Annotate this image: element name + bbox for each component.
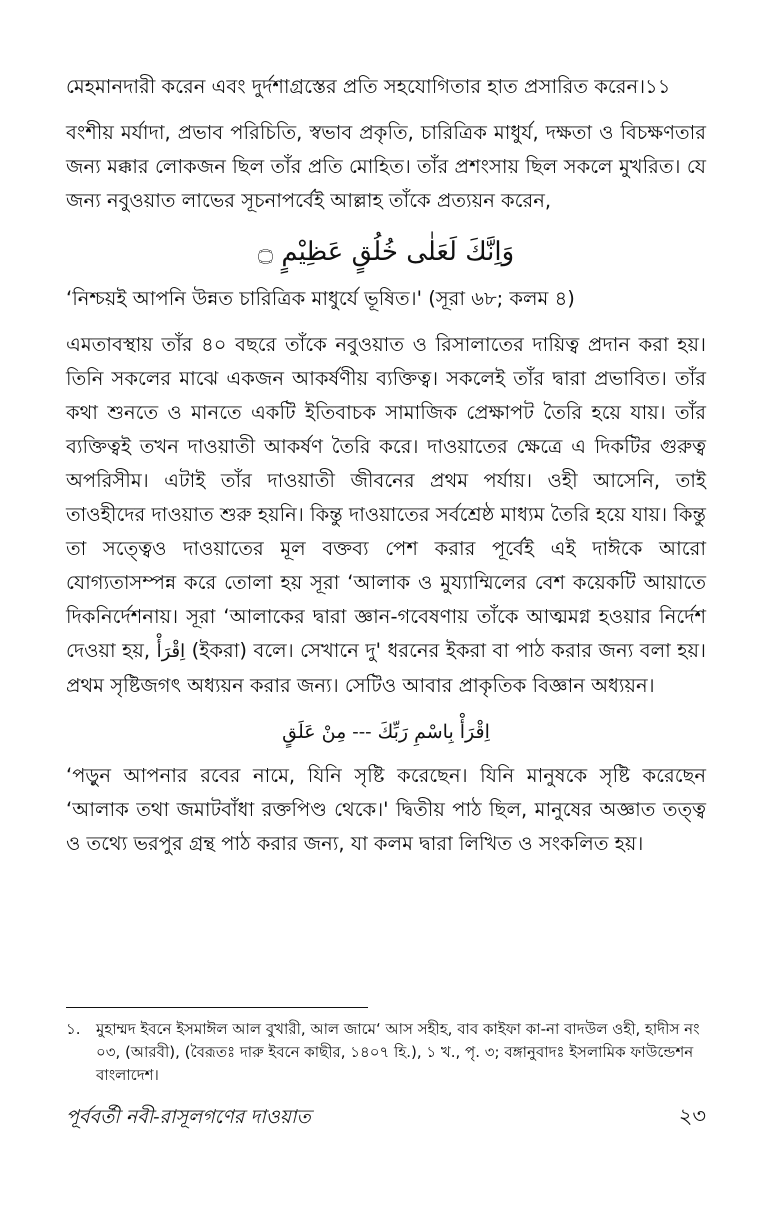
footnote bbox=[66, 1018, 706, 1087]
paragraph-3 bbox=[66, 328, 706, 703]
page-number: ২৩ bbox=[678, 1104, 706, 1128]
arabic-verse-2: اِقْرَأْ بِاسْمِ رَبِّكَ --- مِنْ عَلَقٍ bbox=[282, 721, 490, 743]
footnote-text: মুহাম্মদ ইবনে ইসমাঈল আল বুখারী, আল জামে‘ আস সহীহ, বাব কাইফা কা-না বাদউল ওহী, হাদীস নং ০৩, (আরবী), (বৈরূতঃ দারু ইবনে কাছীর, ১৪০৭ হি.), ১ খ., পৃ. ৩; বঙ্গানুবাদঃ ইসলামিক ফাউন্ডেশন বাংলাদেশ। bbox=[96, 1020, 700, 1084]
footnote-number: ১. bbox=[66, 1020, 81, 1038]
running-title: পূর্ববর্তী নবী-রাসূলগণের দাওয়াত bbox=[66, 1106, 311, 1128]
arabic-verse: وَاِنَّكَ لَعَلٰى خُلُقٍ عَظِيْمٍ ۝ bbox=[257, 237, 515, 267]
main-text bbox=[66, 70, 706, 873]
paragraph-4: ‘পড়ুন আপনার রবের নামে, যিনি সৃষ্টি করেছেন। যিনি মানুষকে সৃষ্টি করেছেন ‘আলাক তথা জমাটবাঁধা রক্তপিণ্ড থেকে।' দ্বিতীয় পাঠ ছিল, মানুষের অজ্ঞাত তত্ত্ব ও তথ্যে ভরপুর গ্রন্থ পাঠ করার জন্য, যা কলম দ্বারা লিখিত ও সংকলিত হয়। bbox=[66, 764, 706, 855]
paragraph-2: বংশীয় মর্যাদা, প্রভাব পরিচিতি, স্বভাব প্রকৃতি, চারিত্রিক মাধুর্য, দক্ষতা ও বিচক্ষণতার জন্য মক্কার লোকজন ছিল তাঁর প্রতি মোহিত। তাঁর প্রশংসায় ছিল সকলে মুখরিত। যে জন্য নবুওয়াত লাভের সূচনাপর্বেই আল্লাহ তাঁকে প্রত্যয়ন করেন, bbox=[66, 121, 706, 212]
page-footer bbox=[66, 1100, 706, 1135]
inline-arabic-iqra: اِقْرَأْ bbox=[156, 641, 186, 662]
verse-translation: ‘নিশ্চয়ই আপনি উন্নত চারিত্রিক মাধুর্যে ভূষিত।' (সূরা ৬৮; কলম ৪) bbox=[66, 287, 575, 310]
footnote-divider bbox=[66, 1007, 368, 1008]
paragraph-3-text-b: (ইকরা) বলে। সেখানে দু' ধরনের ইকরা বা পাঠ করার জন্য বলা হয়। প্রথম সৃষ্টিজগৎ অধ্যয়ন করার জন্য। সেটিও আবার প্রাকৃতিক বিজ্ঞান অধ্যয়ন। bbox=[66, 639, 707, 697]
paragraph-3-text-a: এমতাবস্থায় তাঁর ৪০ বছরে তাঁকে নবুওয়াত ও রিসালাতের দায়িত্ব প্রদান করা হয়। তিনি সকলের মাঝে একজন আকর্ষণীয় ব্যক্তিত্ব। সকলেই তাঁর দ্বারা প্রভাবিত। তাঁর কথা শুনতে ও মানতে একটি ইতিবাচক সামাজিক প্রেক্ষাপট তৈরি হয়ে যায়। তাঁর ব্যক্তিত্বই তখন দাওয়াতী আকর্ষণ তৈরি করে। দাওয়াতের ক্ষেত্রে এ দিকটির গুরুত্ব অপরিসীম। এটাই তাঁর দাওয়াতী জীবনের প্রথম পর্যায়। ওহী আসেনি, তাই তাওহীদের দাওয়াত শুরু হয়নি। কিন্তু দাওয়াতের সর্বশ্রেষ্ঠ মাধ্যম তৈরি হয়ে যায়। কিন্তু তা সত্ত্বেও দাওয়াতের মূল বক্তব্য পেশ করার পূর্বেই এই দাঈকে আরো যোগ্যতাসম্পন্ন করে তোলা হয় সূরা ‘আলাক ও মুয্যাম্মিলের বেশ কয়েকটি আয়াতে দিকনির্দেশনায়। সূরা ‘আলাকের দ্বারা জ্ঞান-গবেষণায় তাঁকে আত্মমগ্ন হওয়ার নির্দেশ দেওয়া হয়, bbox=[66, 333, 706, 662]
paragraph-1: মেহমানদারী করেন এবং দুর্দশাগ্রস্তের প্রতি সহযোগিতার হাত প্রসারিত করেন।১১ bbox=[66, 75, 671, 98]
